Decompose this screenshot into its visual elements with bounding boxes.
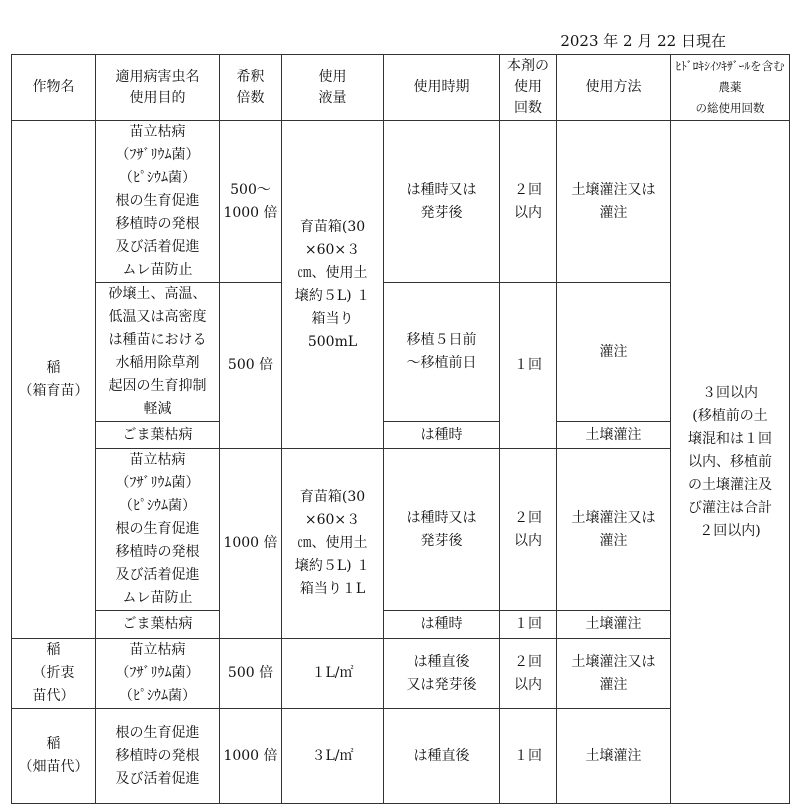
dilution-cell: 1000 倍 <box>220 449 282 639</box>
method-cell: 土壌灌注 <box>557 422 671 449</box>
dilution-cell: 1000 倍 <box>220 709 282 804</box>
header-total-uses: ﾋﾄﾞﾛｷｼｲｿｷｻﾞｰﾙを含む農薬 の総使用回数 <box>671 55 790 121</box>
target-cell: ごま葉枯病 <box>96 422 220 449</box>
timing-cell: は種直後 又は発芽後 <box>384 639 500 709</box>
timing-cell: は種時 <box>384 422 500 449</box>
dilution-cell: 500 倍 <box>220 639 282 709</box>
crop-field-nursery: 稲 （畑苗代） <box>12 709 96 804</box>
count-cell: １回 <box>500 611 557 639</box>
timing-cell: は種時 <box>384 611 500 639</box>
volume-cell: １L/㎡ <box>282 639 384 709</box>
target-cell: 苗立枯病 （ﾌｻﾞﾘｳﾑ菌） （ﾋﾟｼｳﾑ菌） <box>96 639 220 709</box>
timing-cell: は種時又は 発芽後 <box>384 121 500 283</box>
header-timing: 使用時期 <box>384 55 500 121</box>
count-cell: １回 <box>500 283 557 449</box>
count-cell: １回 <box>500 709 557 804</box>
timing-cell: は種時又は 発芽後 <box>384 449 500 611</box>
crop-box-seedling: 稲 （箱育苗） <box>12 121 96 639</box>
volume-cell: ３L/㎡ <box>282 709 384 804</box>
target-cell: 苗立枯病 （ﾌｻﾞﾘｳﾑ菌） （ﾋﾟｼｳﾑ菌） 根の生育促進 移植時の発根 及び活着促進 ムレ苗防止 <box>96 449 220 611</box>
target-cell: ごま葉枯病 <box>96 611 220 639</box>
dilution-cell: 500～ 1000 倍 <box>220 121 282 283</box>
timing-cell: は種直後 <box>384 709 500 804</box>
target-cell: 砂壌土、高温、 低温又は高密度 は種苗における 水稲用除草剤 起因の生育抑制 軽減 <box>96 283 220 422</box>
method-cell: 土壌灌注又は 灌注 <box>557 639 671 709</box>
header-dilution: 希釈 倍数 <box>220 55 282 121</box>
count-cell: ２回 以内 <box>500 121 557 283</box>
total-uses-cell: ３回以内 (移植前の土 壌混和は１回 以内、移植前 の土壌灌注及 び灌注は合計 ２回以内) <box>671 121 790 804</box>
pesticide-usage-table <box>11 54 790 804</box>
header-target: 適用病害虫名 使用目的 <box>96 55 220 121</box>
method-cell: 土壌灌注 <box>557 611 671 639</box>
method-cell: 土壌灌注 <box>557 709 671 804</box>
target-cell: 根の生育促進 移植時の発根 及び活着促進 <box>96 709 220 804</box>
method-cell: 土壌灌注又は 灌注 <box>557 449 671 611</box>
volume-cell: 育苗箱(30 ×60×３ ㎝、使用土 壌約５L) １ 箱当り１L <box>282 449 384 639</box>
table-row <box>12 121 790 283</box>
method-cell: 灌注 <box>557 283 671 422</box>
method-cell: 土壌灌注又は 灌注 <box>557 121 671 283</box>
count-cell: ２回 以内 <box>500 639 557 709</box>
volume-cell: 育苗箱(30 ×60×３ ㎝、使用土 壌約５L) １ 箱当り 500mL <box>282 121 384 449</box>
header-crop: 作物名 <box>12 55 96 121</box>
dilution-cell: 500 倍 <box>220 283 282 449</box>
crop-fold-nursery: 稲 （折衷 苗代） <box>12 639 96 709</box>
header-method: 使用方法 <box>557 55 671 121</box>
date-line: 2023 年 2 月 22 日現在 <box>560 32 726 50</box>
header-row <box>12 55 790 121</box>
count-cell: ２回 以内 <box>500 449 557 611</box>
header-volume: 使用 液量 <box>282 55 384 121</box>
header-count: 本剤の 使用 回数 <box>500 55 557 121</box>
timing-cell: 移植５日前 ～移植前日 <box>384 283 500 422</box>
target-cell: 苗立枯病 （ﾌｻﾞﾘｳﾑ菌） （ﾋﾟｼｳﾑ菌） 根の生育促進 移植時の発根 及び活着促進 ムレ苗防止 <box>96 121 220 283</box>
